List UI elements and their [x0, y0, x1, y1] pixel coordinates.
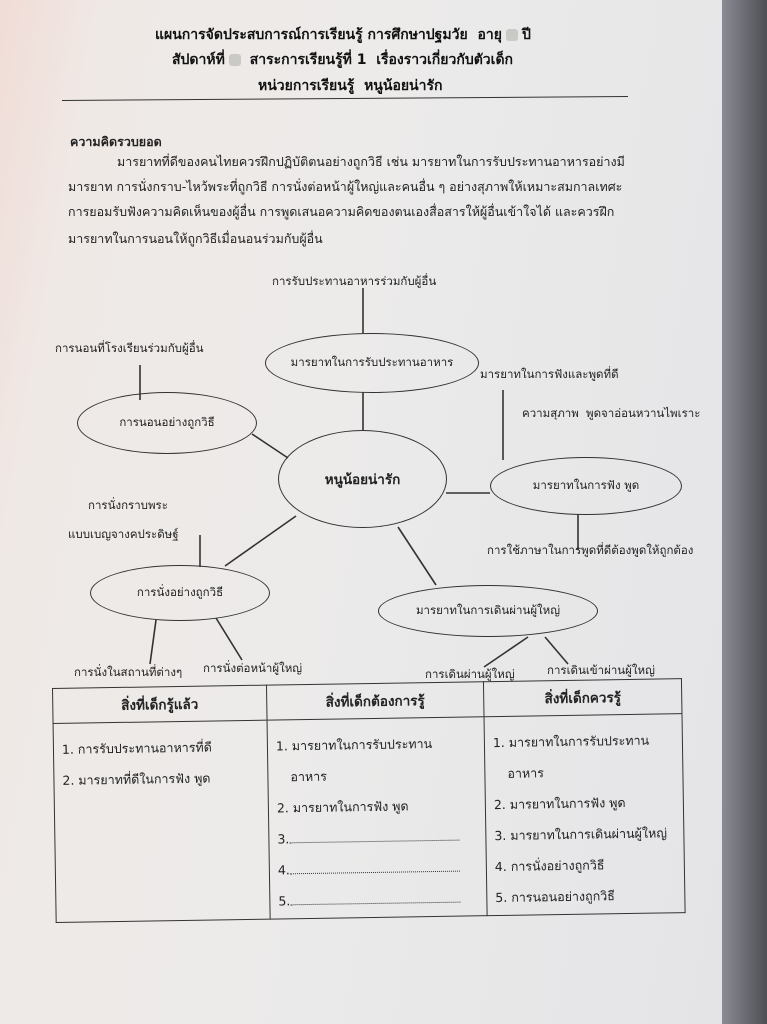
leaf-polite: ความสุภาพ [522, 406, 579, 420]
mindmap-node-listening: มารยาทในการฟัง พูด [490, 457, 682, 515]
list-item: 1. การรับประทานอาหารที่ดี [61, 739, 212, 757]
knowledge-table [52, 678, 686, 923]
table-row [53, 714, 685, 923]
column-known [53, 720, 270, 922]
leaf-walk-in: การเดินเข้าผ่านผู้ใหญ่ [547, 663, 655, 677]
concept-line-3: การยอมรับฟังความคิดเห็นของผู้อื่น การพูดเสนอความคิดของตนเองสื่อสารให้ผู้อื่นเข้าใจได้ และควรฝึก [68, 204, 615, 219]
blank-list-item: 5. [278, 882, 478, 916]
leaf-sit-elders: การนั่งต่อหน้าผู้ใหญ่ [203, 661, 303, 675]
leaf-sit-places: การนั่งในสถานที่ต่างๆ [74, 665, 183, 679]
list-item: 2. มารยาทในการฟัง พูด [493, 795, 626, 813]
concept-line-2: มารยาท การนั่งกราบ-ไหว้พระที่ถูกวิธี การนั่งต่อหน้าผู้ใหญ่และคนอื่น ๆ อย่างสุภาพให้เหมาะสมกาลเทศะ [68, 179, 623, 194]
list-item: 4. การนั่งอย่างถูกวิธี [494, 857, 605, 875]
leaf-prostrate-2: แบบเบญจางคประดิษฐ์ [68, 527, 179, 541]
blank-line [290, 890, 460, 906]
leaf-sleep-school: การนอนที่โรงเรียนร่วมกับผู้อื่น [55, 341, 204, 355]
header-line-1: แผนการจัดประสบการณ์การเรียนรู้ การศึกษาปฐมวัย อายุ ปี [155, 27, 531, 43]
blank-list-item: 3. [277, 820, 477, 854]
mindmap-center: หนูน้อยน่ารัก [278, 430, 447, 528]
concept-line-1: มารยาทที่ดีของคนไทยควรฝึกปฏิบัติตนอย่างถูกวิธี เช่น มารยาทในการรับประทานอาหารอย่างมี [117, 154, 625, 169]
list-item: 2. มารยาทที่ดีในการฟัง พูด [62, 770, 211, 788]
list-item-continued: อาหาร [507, 765, 545, 781]
header-known: สิ่งที่เด็กรู้แล้ว [53, 685, 268, 723]
leaf-correct-language: การใช้ภาษาในการพูดที่ดีต้องพูดให้ถูกต้อง [487, 543, 694, 557]
column-should [484, 714, 685, 916]
list-item: 1. มารยาทในการรับประทาน [275, 736, 433, 754]
blank-line [290, 859, 460, 875]
column-want [267, 717, 487, 919]
header-line-3: หน่วยการเรียนรู้ หนูน้อยน่ารัก [258, 78, 443, 94]
list-item: 2. มารยาทในการฟัง พูด [276, 798, 409, 816]
concept-line-4: มารยาทในการนอนให้ถูกวิธีเมื่อนอนร่วมกับผู้อื่น [68, 231, 323, 246]
leaf-eat-with-others: การรับประทานอาหารร่วมกับผู้อื่น [272, 274, 437, 288]
leaf-prostrate-1: การนั่งกราบพระ [88, 498, 168, 512]
blank-line [289, 828, 459, 844]
mindmap-node-eating: มารยาทในการรับประทานอาหาร [265, 333, 479, 393]
mindmap-node-sitting: การนั่งอย่างถูกวิธี [90, 565, 270, 621]
page-edge-shadow [722, 0, 767, 1024]
leaf-walk-past: การเดินผ่านผู้ใหญ่ [425, 667, 515, 681]
mindmap-node-sleeping: การนอนอย่างถูกวิธี [77, 392, 257, 454]
leaf-listen-speak: มารยาทในการฟังและพูดที่ดี [480, 367, 619, 381]
list-item: 5. การนอนอย่างถูกวิธี [495, 888, 615, 906]
header-should: สิ่งที่เด็กควรรู้ [483, 679, 682, 717]
header-line-2: สัปดาห์ที่ สาระการเรียนรู้ที่ 1 เรื่องราวเกี่ยวกับตัวเด็ก [172, 52, 514, 68]
mindmap-node-walking: มารยาทในการเดินผ่านผู้ใหญ่ [378, 585, 598, 637]
blank-list-item: 4. [278, 851, 478, 885]
list-item: 1. มารยาทในการรับประทาน [492, 732, 650, 751]
list-item-continued: อาหาร [290, 768, 328, 785]
list-item: 3. มารยาทในการเดินผ่านผู้ใหญ่ [494, 825, 668, 844]
leaf-sweet-speech: พูดจาอ่อนหวานไพเราะ [586, 406, 701, 420]
header-want: สิ่งที่เด็กต้องการรู้ [266, 682, 484, 720]
concept-heading: ความคิดรวบยอด [70, 134, 162, 149]
